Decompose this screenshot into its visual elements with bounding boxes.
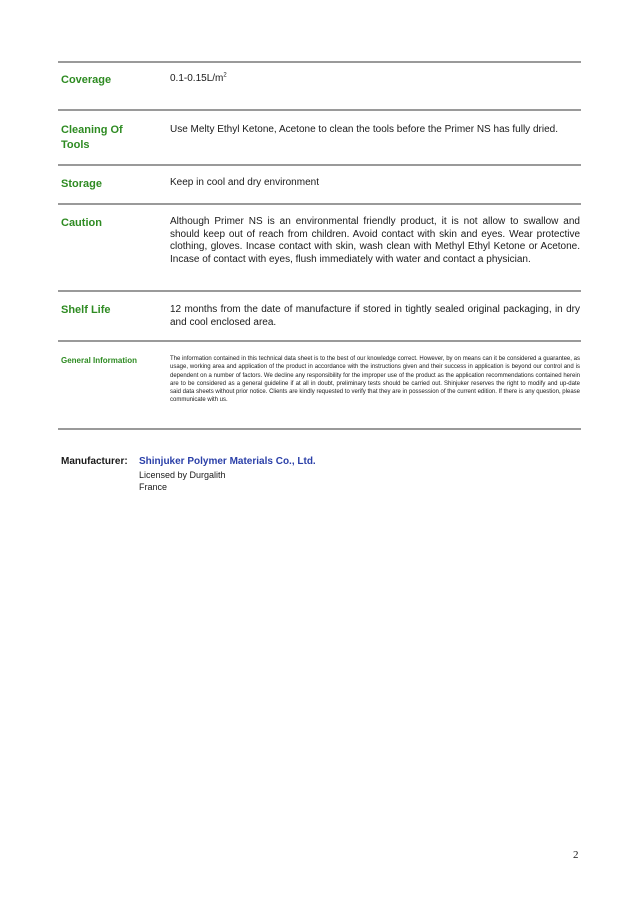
divider-3 [58, 203, 581, 205]
label-shelf-life: Shelf Life [61, 304, 111, 316]
divider-5 [58, 340, 581, 342]
manufacturer-label: Manufacturer: [61, 456, 128, 467]
divider-2 [58, 164, 581, 166]
value-coverage [170, 73, 580, 86]
manufacturer-name: Shinjuker Polymer Materials Co., Ltd. [139, 456, 316, 467]
label-coverage: Coverage [61, 74, 112, 86]
manufacturer-block [139, 456, 316, 494]
label-general-information: General Information [61, 356, 138, 365]
value-storage: Keep in cool and dry environment [170, 177, 319, 188]
page-number: 2 [573, 849, 579, 861]
divider-4 [58, 290, 581, 292]
manufacturer-country: France [139, 482, 168, 492]
value-cleaning-of-tools: Use Melty Ethyl Ketone, Acetone to clean the tools before the Primer NS has fully dried. [170, 124, 558, 135]
manufacturer-license: Licensed by Durgalith [139, 469, 226, 480]
label-cleaning-of-tools: Cleaning Of Tools [61, 124, 123, 151]
label-storage: Storage [61, 178, 102, 190]
value-shelf-life: 12 months from the date of manufacture if stored in tightly sealed original packaging, in dry and cool enclosed area. [170, 304, 580, 328]
value-general-information: The information contained in this technical data sheet is to the best of our knowledge correct. However, by on means can it be considered a guarantee, as usage, working area and application of the product in accordance with the instructions given and their success in application is beyond our control and is dependent on a number of factors. We decline any responsibility for the improper use of the product as the application recommendations contained herein are to be considered as a general guideline if at all in doubt, preliminary tests should be carried out. Shinjuker reserves the right to modify and up-date said data sheets without prior notice. Clients are kindly requested to verify that they are in possession of the current edition. If there is any question, please communicate with us. [170, 356, 580, 404]
coverage-text: 0.1-0.15L/m [170, 73, 224, 84]
label-caution: Caution [61, 217, 102, 229]
coverage-superscript: 2 [223, 72, 227, 79]
divider-top [58, 61, 581, 63]
divider-1 [58, 109, 581, 111]
divider-bottom [58, 428, 581, 430]
value-caution: Although Primer NS is an environmental friendly product, it is not allow to swallow and should keep out of reach from children. Avoid contact with skin and eyes. Wear protective clothing, gloves. Incase contact with skin, wash clean with Methyl Ethyl Ketone or Acetone. Incase of contact with eyes, flush immediately with water and contact a physician. [170, 216, 580, 265]
